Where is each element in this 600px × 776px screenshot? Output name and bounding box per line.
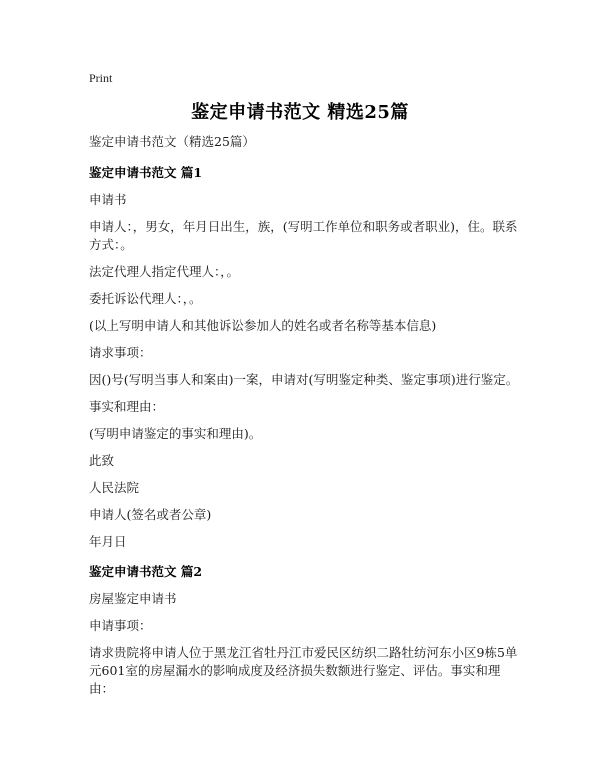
paragraph: 年月日 bbox=[89, 533, 127, 549]
document-body bbox=[89, 133, 519, 698]
paragraph: 申请人：，男女，年月日出生，族，(写明工作单位和职务或者职业)，住。联系方式：。 bbox=[89, 218, 518, 252]
section-heading-1: 鉴定申请书范文 篇1 bbox=[89, 164, 203, 180]
print-label[interactable]: Print bbox=[89, 71, 113, 85]
paragraph: (以上写明申请人和其他诉讼参加人的姓名或者名称等基本信息) bbox=[89, 317, 437, 333]
paragraph: 请求贵院将申请人位于黑龙江省牡丹江市爱民区纺织二路牡纺河东小区9栋5单元601室的房屋漏水的影响成度及经济损失数额进行鉴定、评估。事实和理由： bbox=[89, 645, 518, 696]
paragraph: 申请书 bbox=[89, 191, 127, 207]
paragraph: 请求事项： bbox=[89, 344, 152, 360]
paragraph: 申请人(签名或者公章) bbox=[89, 506, 212, 522]
paragraph: 房屋鉴定申请书 bbox=[89, 591, 177, 606]
paragraph: 因()号(写明当事人和案由)一案，申请对(写明鉴定种类、鉴定事项)进行鉴定。 bbox=[89, 371, 519, 387]
paragraph: 申请事项： bbox=[89, 618, 152, 633]
paragraph: 法定代理人指定代理人：，。 bbox=[89, 263, 240, 279]
paragraph: 人民法院 bbox=[89, 479, 140, 495]
paragraph: 委托诉讼代理人：，。 bbox=[89, 290, 202, 306]
document-title: 鉴定申请书范文 精选25篇 bbox=[191, 102, 409, 123]
document-subtitle: 鉴定申请书范文（精选25篇） bbox=[89, 134, 255, 149]
paragraph: 事实和理由： bbox=[89, 398, 165, 414]
paragraph: 此致 bbox=[89, 452, 115, 468]
section-heading-2: 鉴定申请书范文 篇2 bbox=[89, 564, 203, 579]
paragraph: (写明申请鉴定的事实和理由)。 bbox=[89, 425, 262, 441]
